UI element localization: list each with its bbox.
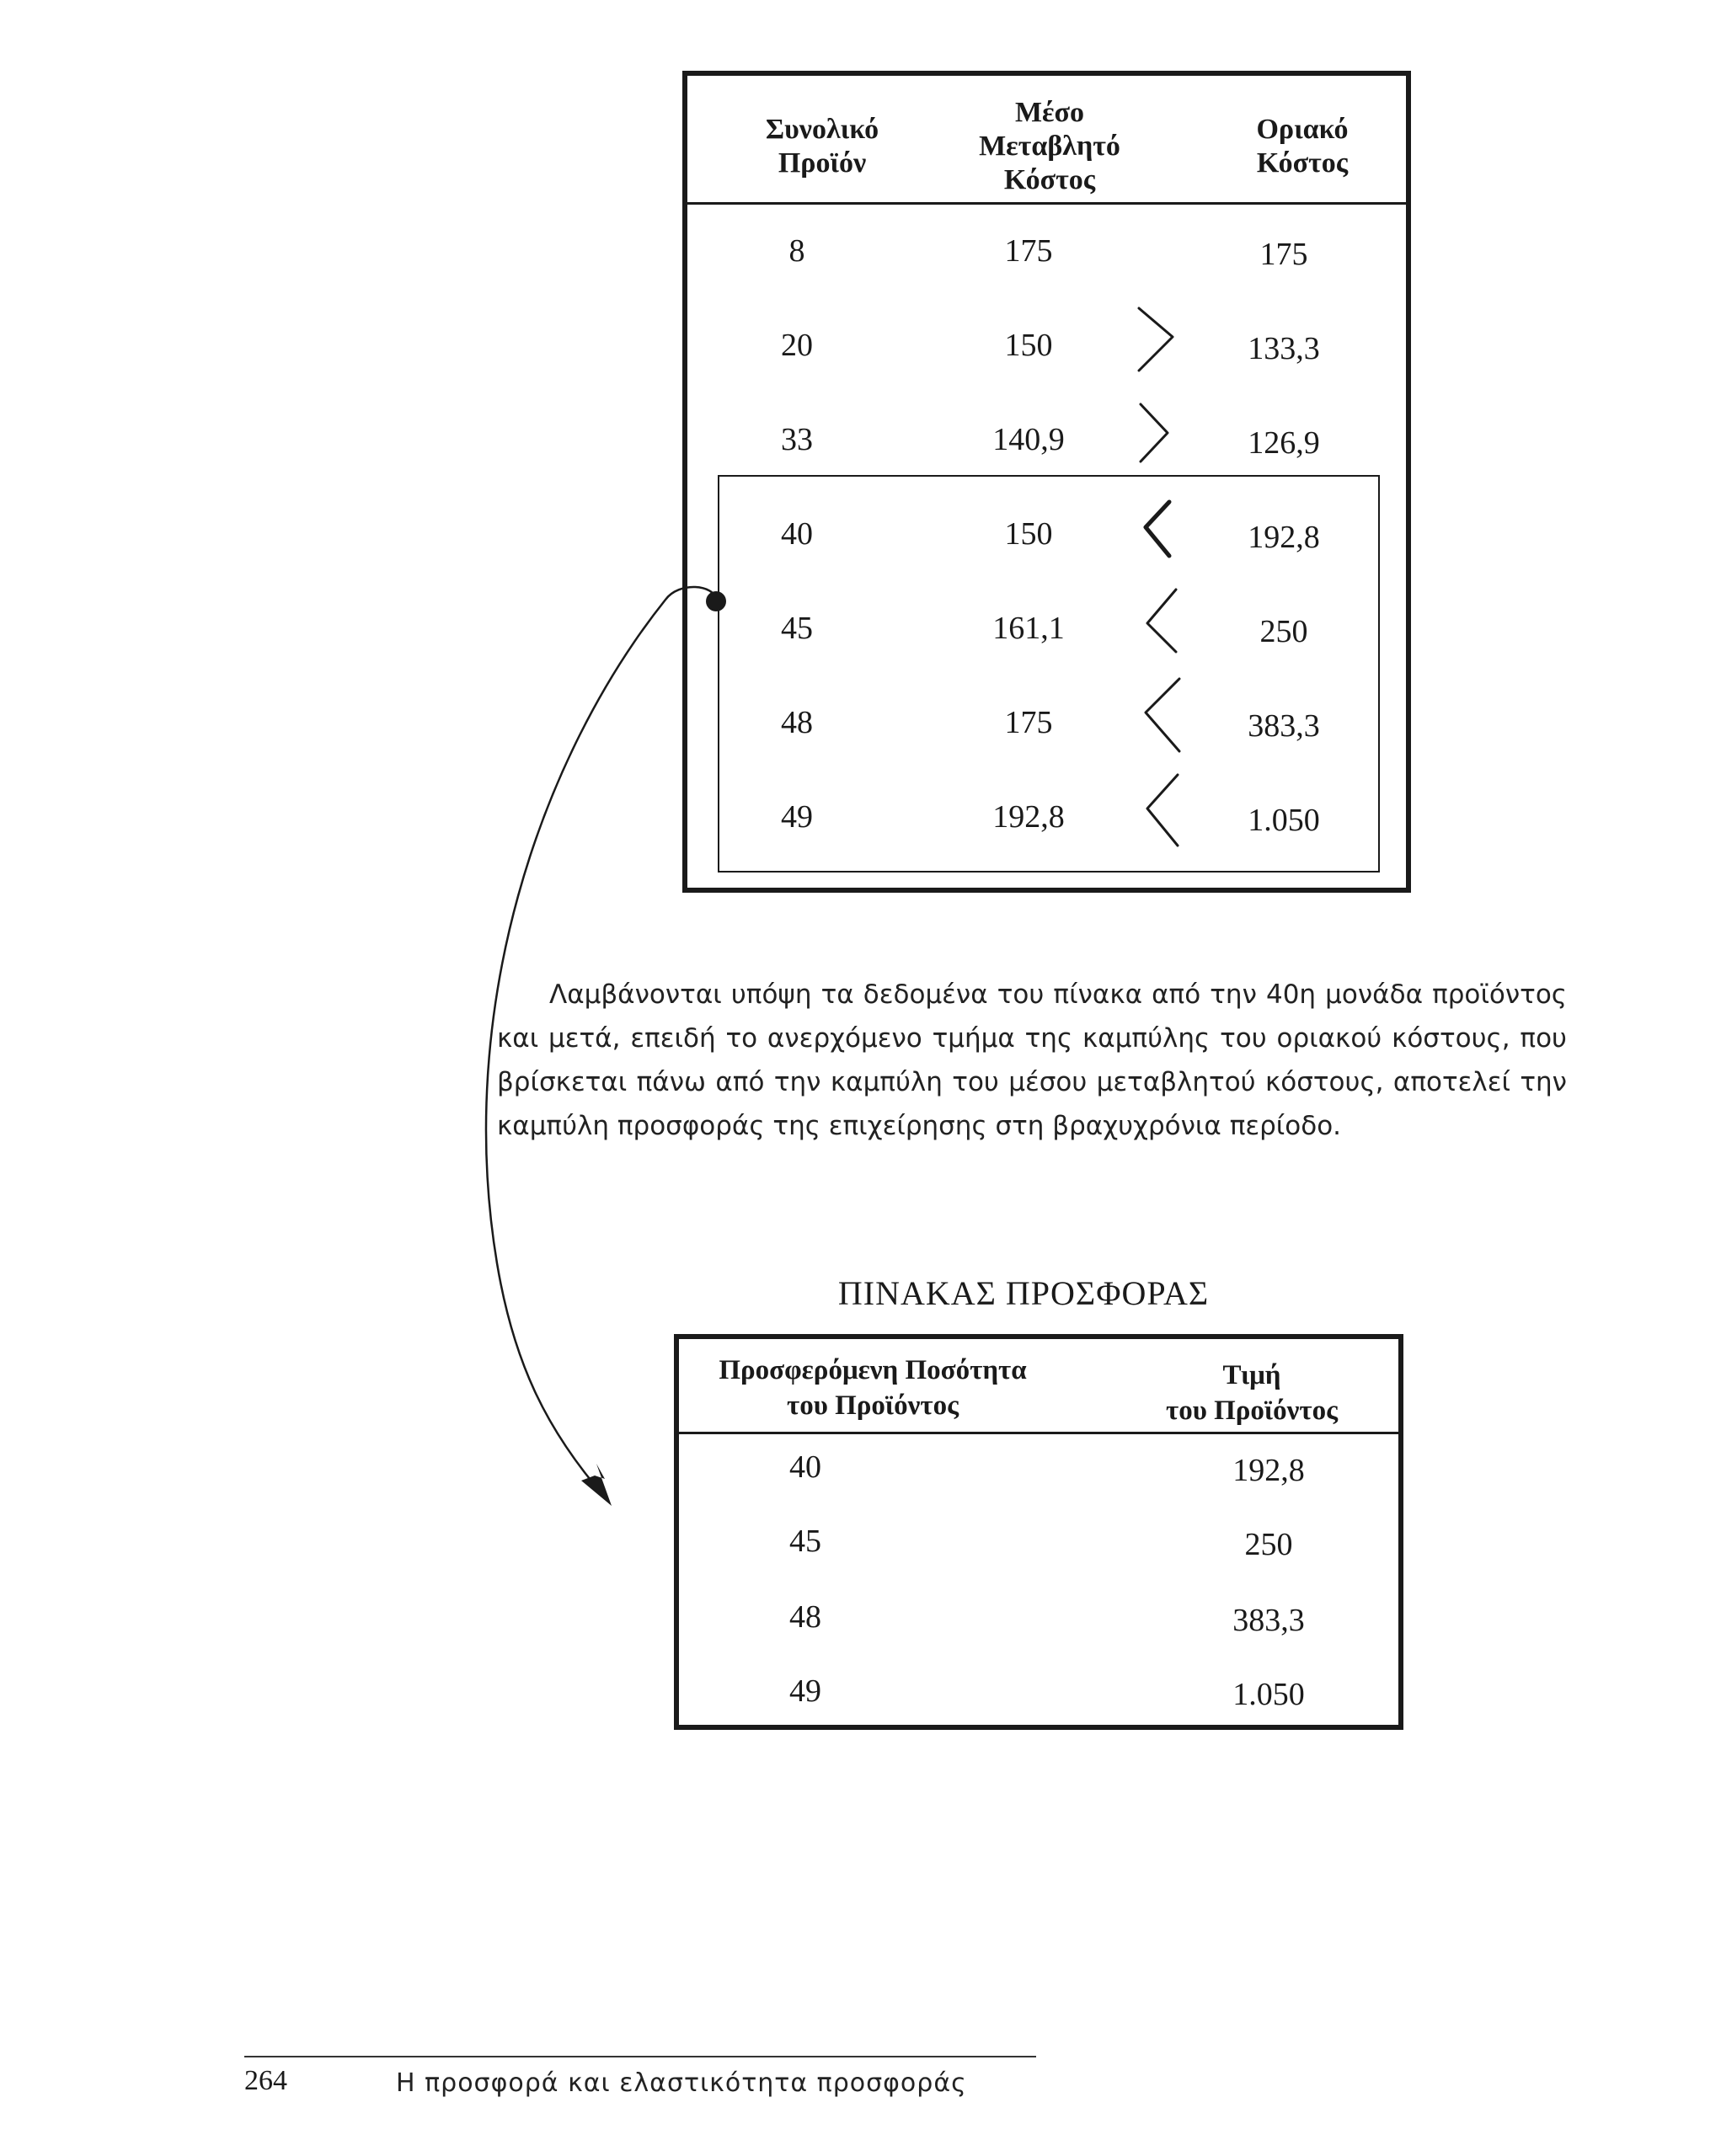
cost-cell-mc: 133,3 (1248, 331, 1320, 366)
header-line: Κόστος (1003, 164, 1096, 195)
header-line: Κόστος (1256, 147, 1349, 179)
cost-cell-mc: 383,3 (1248, 708, 1320, 744)
supply-cell-price: 383,3 (1232, 1603, 1305, 1638)
supply-cell-price: 250 (1244, 1527, 1293, 1562)
cost-cell-quantity: 33 (781, 422, 813, 457)
supply-cell-quantity: 45 (789, 1524, 821, 1559)
supply-cell-price: 192,8 (1232, 1453, 1305, 1488)
cost-cell-mc: 192,8 (1248, 520, 1320, 555)
arrow-head-icon (581, 1464, 612, 1506)
footer-chapter-title: Η προσφορά και ελαστικότητα προσφοράς (396, 2068, 967, 2098)
header-total-product (721, 113, 923, 180)
header-line: Οριακό (1256, 114, 1349, 145)
cost-cell-mc: 175 (1259, 237, 1308, 272)
header-line: Προσφερόμενη Ποσότητα (719, 1355, 1027, 1385)
cost-table (682, 71, 1411, 893)
header-line: Συνολικό (765, 114, 879, 145)
cost-cell-quantity: 8 (788, 233, 805, 269)
cost-cell-avc: 150 (1004, 516, 1053, 552)
supply-table-title: ΠΙΝΑΚΑΣ ΠΡΟΣΦΟΡΑΣ (837, 1274, 1210, 1312)
header-line: του Προϊόντος (1165, 1396, 1339, 1426)
header-divider (687, 202, 1406, 205)
page-number: 264 (244, 2065, 287, 2096)
cost-cell-quantity: 40 (781, 516, 813, 552)
header-divider (679, 1432, 1398, 1434)
header-line: Τιμή (1222, 1360, 1281, 1390)
cost-cell-quantity: 20 (781, 328, 813, 363)
cost-cell-mc: 1.050 (1248, 803, 1320, 838)
footer-divider (244, 2056, 1036, 2057)
cost-cell-avc: 140,9 (992, 422, 1065, 457)
supply-cell-quantity: 40 (789, 1449, 821, 1485)
cost-cell-avc: 161,1 (992, 611, 1065, 646)
header-average-variable-cost (940, 96, 1159, 197)
header-line: Μεταβλητό (979, 131, 1120, 162)
supply-cell-quantity: 49 (789, 1673, 821, 1709)
supply-cell-price: 1.050 (1232, 1677, 1305, 1712)
header-price (1117, 1358, 1387, 1428)
supply-cell-quantity: 48 (789, 1599, 821, 1635)
cost-cell-quantity: 49 (781, 799, 813, 835)
cost-cell-avc: 192,8 (992, 799, 1065, 835)
cost-cell-avc: 175 (1004, 705, 1053, 740)
header-offered-quantity (696, 1353, 1050, 1423)
cost-cell-quantity: 48 (781, 705, 813, 740)
header-marginal-cost (1210, 113, 1395, 180)
cost-cell-avc: 150 (1004, 328, 1053, 363)
explanation-paragraph: Λαμβάνονται υπόψη τα δεδομένα του πίνακα από την 40η μονάδα προϊόντος και μετά, επειδή το ανερχόμενο τμήμα της καμπύλης του οριακού κόστους, που βρίσκεται πάνω από την καμπύλη του μέσου μεταβλητού κόστους, αποτελεί την καμπύλη προσφοράς της επιχείρησης στη βραχυχρόνια περίοδο. (497, 979, 1567, 1141)
header-line: του Προϊόντος (786, 1390, 959, 1421)
header-line: Προϊόν (778, 147, 867, 179)
supply-table (674, 1334, 1403, 1730)
cost-cell-quantity: 45 (781, 611, 813, 646)
cost-cell-mc: 250 (1259, 614, 1308, 649)
cost-cell-avc: 175 (1004, 233, 1053, 269)
header-line: Μέσο (1014, 97, 1085, 128)
cost-cell-mc: 126,9 (1248, 425, 1320, 461)
